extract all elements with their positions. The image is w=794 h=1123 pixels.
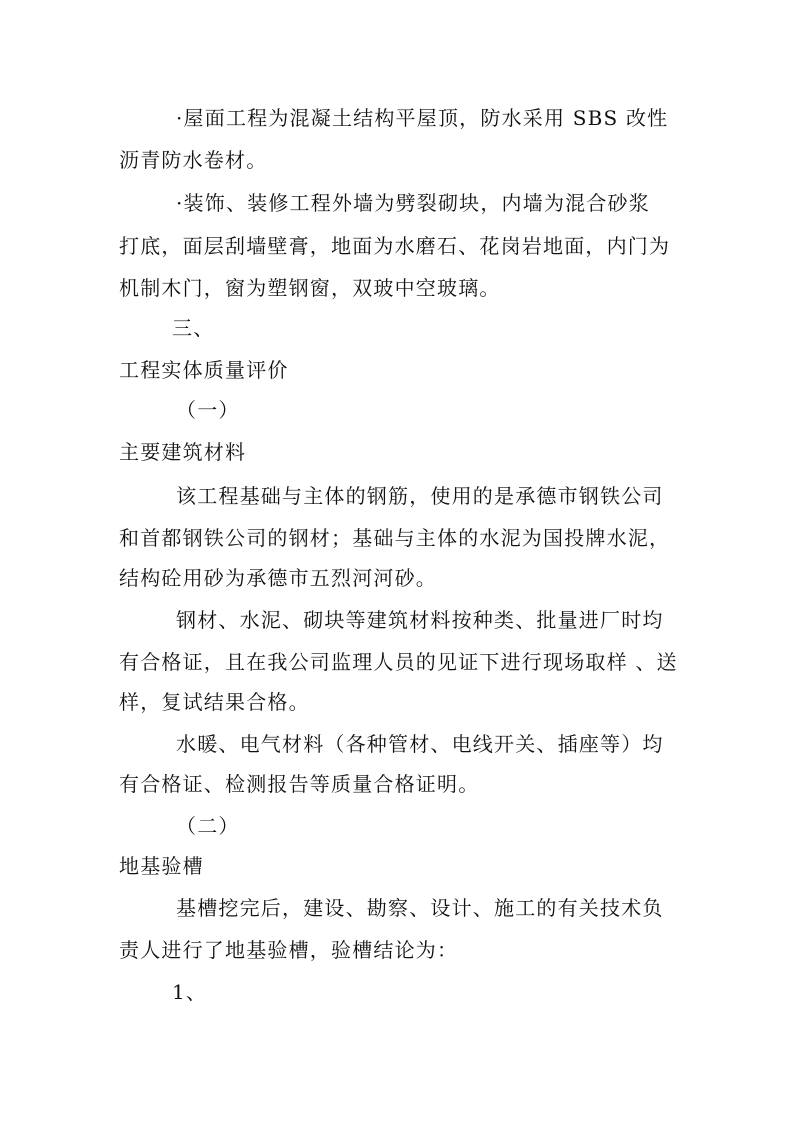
subsection-number: （一）: [176, 398, 240, 422]
text-line: ·屋面工程为混凝土结构平屋顶，防水采用 SBS 改性: [176, 106, 669, 130]
subsection-heading: 地基验槽: [119, 854, 204, 878]
text-line: 水暖、电气材料（各种管材、电线开关、插座等）均: [176, 732, 664, 756]
text-line: 样，复试结果合格。: [119, 690, 310, 714]
text-line: 结构砼用砂为承德市五烈河河砂。: [119, 566, 437, 590]
subsection-number: （二）: [176, 814, 240, 838]
text-line: ·装饰、装修工程外墙为劈裂砌块，内墙为混合砂浆: [176, 191, 650, 215]
text-line: 沥青防水卷材。: [119, 148, 268, 172]
text-line: 基槽挖完后，建设、勘察、设计、施工的有关技术负: [176, 896, 664, 920]
text-line: 有合格证，且在我公司监理人员的见证下进行现场取样 、送: [119, 650, 678, 674]
text-line: 和首都钢铁公司的钢材；基础与主体的水泥为国投牌水泥，: [119, 526, 671, 550]
text-line: 机制木门，窗为塑钢窗，双玻中空玻璃。: [119, 276, 501, 300]
text-line: 钢材、水泥、砌块等建筑材料按种类、批量进厂时均: [176, 608, 664, 632]
text-line: 该工程基础与主体的钢筋，使用的是承德市钢铁公司: [176, 484, 664, 508]
section-heading: 工程实体质量评价: [119, 358, 289, 382]
text-line: 有合格证、检测报告等质量合格证明。: [119, 772, 480, 796]
text-line: 责人进行了地基验槽，验槽结论为：: [119, 938, 459, 962]
subsection-heading: 主要建筑材料: [119, 440, 247, 464]
section-number: 三、: [172, 316, 215, 340]
list-number: 1、: [172, 980, 208, 1004]
text-line: 打底，面层刮墙壁膏，地面为水磨石、花岗岩地面，内门为: [119, 234, 671, 258]
